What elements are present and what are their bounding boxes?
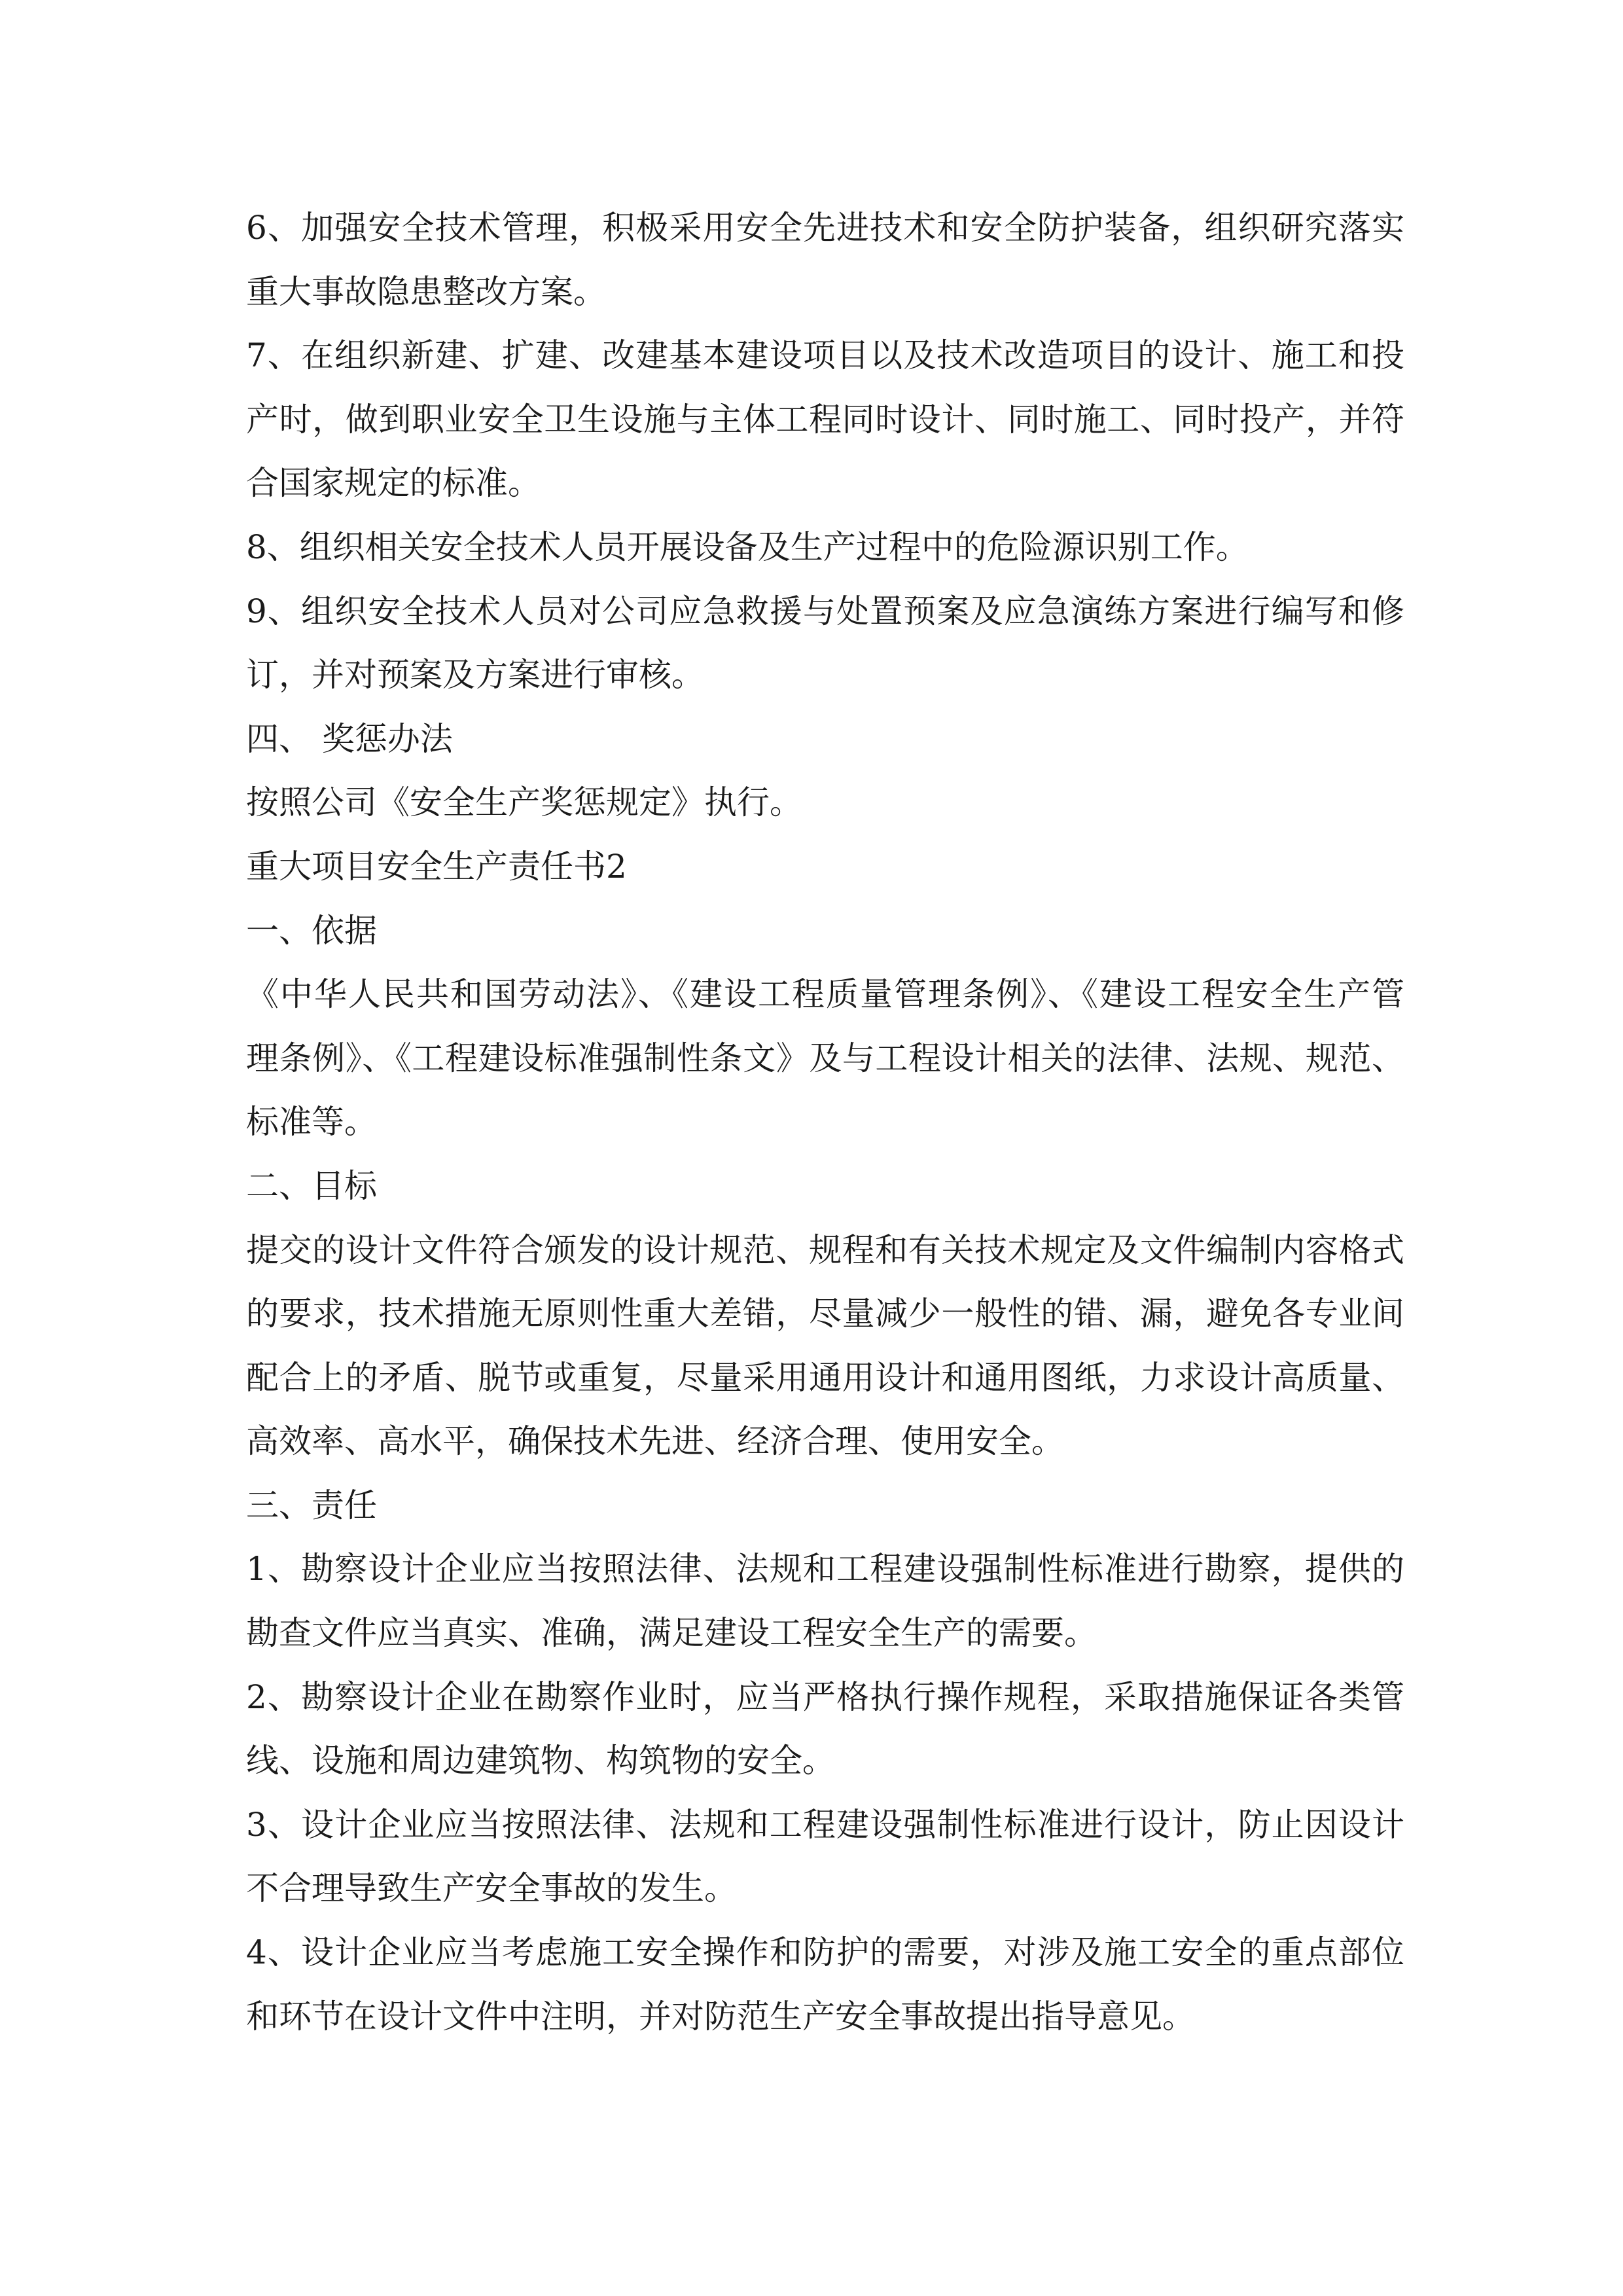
text-line: 订，并对预案及方案进行审核。 [246, 656, 704, 694]
text-line: 配合上的矛盾、脱节或重复，尽量采用通用设计和通用图纸，力求设计高质量、 [246, 1358, 1404, 1397]
section-heading: 三、责任 [246, 1486, 377, 1524]
text-line: 提交的设计文件符合颁发的设计规范、规程和有关技术规定及文件编制内容格式 [246, 1230, 1404, 1269]
section-heading: 二、目标 [246, 1166, 377, 1205]
text-line: 3、设计企业应当按照法律、法规和工程建设强制性标准进行设计，防止因设计 [246, 1805, 1404, 1844]
text-line: 的要求，技术措施无原则性重大差错，尽量减少一般性的错、漏，避免各专业间 [246, 1295, 1404, 1333]
text-line: 理条例》、《工程建设标准强制性条文》及与工程设计相关的法律、法规、规范、 [246, 1039, 1404, 1077]
text-line: 标准等。 [246, 1103, 377, 1141]
text-line: 合国家规定的标准。 [246, 464, 541, 503]
text-line: 2、勘察设计企业在勘察作业时，应当严格执行操作规程，采取措施保证各类管 [246, 1677, 1404, 1716]
text-line: 7、在组织新建、扩建、改建基本建设项目以及技术改造项目的设计、施工和投 [246, 336, 1404, 375]
text-line: 重大事故隐患整改方案。 [246, 272, 606, 311]
text-line: 产时，做到职业安全卫生设施与主体工程同时设计、同时施工、同时投产，并符 [246, 400, 1404, 439]
text-line: 6、加强安全技术管理，积极采用安全先进技术和安全防护装备，组织研究落实 [246, 209, 1404, 247]
text-line: 4、设计企业应当考虑施工安全操作和防护的需要，对涉及施工安全的重点部位 [246, 1933, 1404, 1972]
text-line: 高效率、高水平，确保技术先进、经济合理、使用安全。 [246, 1422, 1064, 1461]
section-heading: 四、 奖惩办法 [246, 719, 453, 758]
text-line: 不合理导致生产安全事故的发生。 [246, 1869, 737, 1908]
document-body [246, 196, 1404, 2049]
section-heading: 一、依据 [246, 911, 377, 950]
text-line: 线、设施和周边建筑物、构筑物的安全。 [246, 1742, 835, 1780]
text-line: 勘查文件应当真实、准确，满足建设工程安全生产的需要。 [246, 1614, 1097, 1653]
text-line: 和环节在设计文件中注明，并对防范生产安全事故提出指导意见。 [246, 1997, 1195, 2036]
text-line: 1、勘察设计企业应当按照法律、法规和工程建设强制性标准进行勘察，提供的 [246, 1550, 1404, 1588]
text-line: 8、组织相关安全技术人员开展设备及生产过程中的危险源识别工作。 [246, 528, 1249, 566]
text-line: 按照公司《安全生产奖惩规定》执行。 [246, 783, 802, 822]
document-title: 重大项目安全生产责任书2 [246, 847, 627, 886]
text-line: 9、组织安全技术人员对公司应急救援与处置预案及应急演练方案进行编写和修 [246, 592, 1404, 630]
text-line: 《中华人民共和国劳动法》、《建设工程质量管理条例》、《建设工程安全生产管 [246, 975, 1404, 1014]
